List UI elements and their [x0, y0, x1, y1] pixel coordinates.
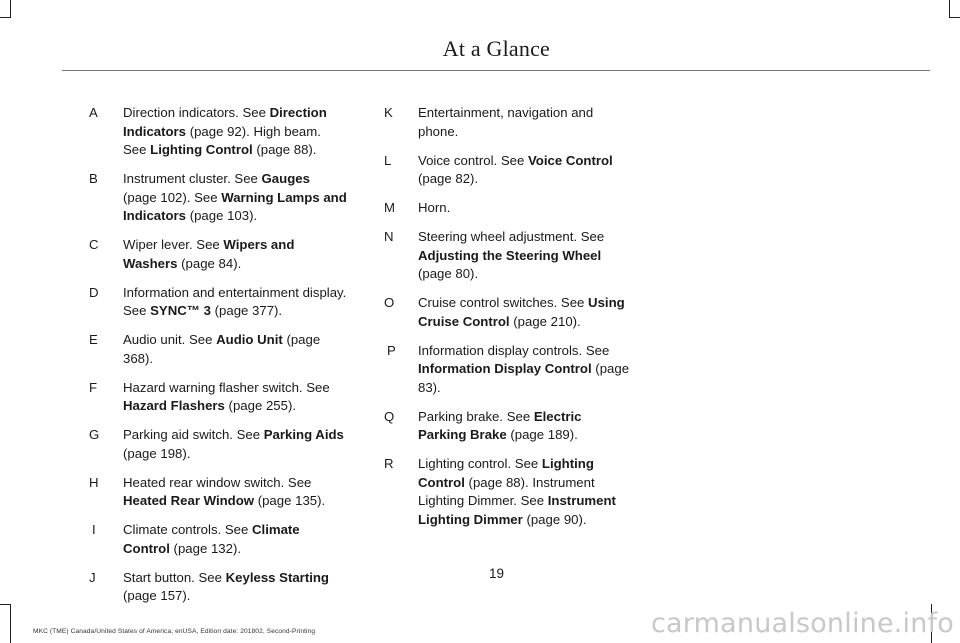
- legend-letter: A: [89, 105, 98, 120]
- description-text: Instrument cluster. See: [123, 171, 262, 186]
- description-text: Cruise control switches. See: [418, 295, 589, 310]
- cross-reference-title: Direction Indicators: [123, 105, 327, 139]
- cross-reference-title: Warning Lamps and Indicators: [123, 189, 347, 223]
- cross-reference-title: Parking Aids: [263, 427, 344, 442]
- legend-entry-k: [380, 104, 632, 141]
- cross-reference-title: Hazard Flashers: [123, 398, 225, 413]
- legend-entry-m: [380, 199, 632, 218]
- legend-letter: I: [92, 522, 96, 537]
- legend-letter: N: [384, 229, 394, 244]
- cross-reference-title: Audio Unit: [216, 332, 283, 347]
- crop-mark-bottom-left-v: [10, 604, 11, 643]
- crop-mark-top-right-h: [949, 17, 960, 18]
- description-text: Information display controls. See: [418, 342, 610, 358]
- legend-description: [123, 331, 347, 368]
- description-text: (page 90).: [522, 511, 587, 527]
- legend-entry-c: [85, 236, 347, 273]
- description-text: (page 210).: [509, 313, 581, 329]
- description-text: Audio unit. See: [123, 332, 217, 347]
- description-text: (page 198).: [123, 445, 191, 461]
- legend-letter: B: [89, 171, 98, 186]
- right-column: [380, 104, 632, 540]
- description-text: (page 132).: [169, 540, 242, 556]
- description-text: Hazard warning flasher switch. See: [123, 379, 330, 395]
- description-text: Parking aid switch. See: [123, 427, 264, 442]
- legend-letter: R: [384, 456, 394, 471]
- legend-letter: Q: [384, 408, 395, 424]
- cross-reference-title: Climate Control: [123, 522, 300, 556]
- description-text: Steering wheel adjustment. See: [418, 229, 605, 244]
- description-text: Lighting control. See: [418, 456, 542, 471]
- cross-reference-title: Gauges: [261, 171, 310, 186]
- legend-entry-g: [85, 426, 347, 463]
- legend-description: [418, 228, 632, 284]
- description-text: Wiper lever. See: [123, 237, 224, 252]
- legend-entry-h: [85, 474, 347, 511]
- legend-description: [418, 199, 632, 218]
- footer-edition-text: MKC (TME) Canada/United States of America, enUSA, Edition date: 201802, Second-Printing: [33, 628, 316, 635]
- description-text: (page 80).: [418, 266, 479, 281]
- description-text: Climate controls. See: [123, 522, 252, 537]
- legend-description: [418, 104, 632, 141]
- description-text: (page 189).: [506, 427, 578, 442]
- legend-letter: D: [89, 284, 99, 300]
- legend-letter: L: [384, 152, 392, 168]
- legend-entry-i: [85, 521, 347, 558]
- legend-letter: F: [89, 379, 98, 395]
- cross-reference-title: Lighting Control: [418, 456, 594, 490]
- description-text: Heated rear window switch. See: [123, 474, 312, 490]
- description-text: Direction indicators. See: [123, 105, 270, 120]
- legend-entry-o: [380, 294, 632, 331]
- description-text: (page 102). See: [123, 189, 222, 205]
- crop-mark-bottom-left-h: [0, 604, 11, 605]
- description-text: (page 88).: [252, 142, 317, 157]
- description-text: (page 92). High beam. See: [123, 123, 321, 157]
- legend-description: [123, 379, 347, 416]
- description-text: (page 82).: [418, 171, 479, 186]
- description-text: (page 368).: [123, 332, 321, 366]
- legend-entry-a: [85, 104, 347, 160]
- left-column: [85, 104, 347, 616]
- legend-letter: G: [89, 427, 100, 442]
- legend-description: [418, 342, 632, 398]
- cross-reference-title: Lighting Control: [150, 142, 253, 157]
- description-text: (page 88). Instrument Lighting Dimmer. See: [418, 474, 595, 508]
- legend-description: [123, 104, 347, 160]
- description-text: (page 83).: [418, 361, 630, 395]
- legend-description: [123, 284, 347, 321]
- description-text: (page 255).: [224, 398, 297, 413]
- legend-description: [123, 170, 347, 226]
- cross-reference-title: Adjusting the Steering Wheel: [418, 247, 602, 263]
- crop-mark-top-left-h: [0, 17, 11, 18]
- cross-reference-title: Wipers and Washers: [123, 237, 295, 271]
- legend-letter: M: [384, 200, 395, 215]
- legend-entry-q: [380, 408, 632, 445]
- legend-description: [418, 408, 632, 445]
- description-text: (page 157).: [123, 588, 191, 603]
- legend-entry-n: [380, 228, 632, 284]
- legend-entry-f: [85, 379, 347, 416]
- legend-letter: J: [89, 569, 96, 585]
- legend-entry-p: [380, 342, 632, 398]
- watermark: carmanualsonline.info: [651, 608, 954, 639]
- description-text: Information and entertainment display. See: [123, 284, 347, 318]
- legend-description: [123, 474, 347, 511]
- cross-reference-title: Electric Parking Brake: [418, 408, 582, 442]
- cross-reference-title: SYNC™ 3: [150, 303, 211, 318]
- description-text: (page 377).: [210, 303, 283, 318]
- legend-description: [418, 294, 632, 331]
- legend-entry-r: [380, 455, 632, 529]
- page-header-title: At a Glance: [442, 36, 550, 61]
- legend-entry-d: [85, 284, 347, 321]
- legend-entry-b: [85, 170, 347, 226]
- description-text: (page 103).: [186, 208, 258, 223]
- description-text: Parking brake. See: [418, 408, 534, 424]
- legend-description: [123, 426, 347, 463]
- legend-letter: H: [89, 474, 99, 490]
- legend-letter: C: [89, 237, 99, 252]
- legend-letter: E: [89, 332, 98, 347]
- cross-reference-title: Information Display Control: [418, 361, 592, 376]
- description-text: Entertainment, navigation and phone.: [418, 105, 594, 139]
- cross-reference-title: Using Cruise Control: [418, 295, 625, 329]
- legend-description: [418, 152, 632, 189]
- cross-reference-title: Heated Rear Window: [123, 493, 255, 508]
- legend-description: [418, 455, 632, 529]
- cross-reference-title: Keyless Starting: [225, 569, 329, 585]
- description-text: (page 135).: [254, 493, 326, 508]
- description-text: Start button. See: [123, 569, 226, 585]
- legend-letter: K: [384, 105, 393, 120]
- description-text: Voice control. See: [418, 152, 528, 168]
- legend-letter: O: [384, 295, 395, 310]
- legend-entry-l: [380, 152, 632, 189]
- cross-reference-title: Instrument Lighting Dimmer: [418, 493, 616, 527]
- legend-description: [123, 521, 347, 558]
- header-divider: [62, 70, 930, 71]
- cross-reference-title: Voice Control: [527, 152, 613, 168]
- crop-mark-top-right-v: [949, 0, 950, 18]
- crop-mark-top-left-v: [10, 0, 11, 18]
- legend-entry-e: [85, 331, 347, 368]
- legend-description: [123, 236, 347, 273]
- description-text: (page 84).: [177, 255, 242, 271]
- description-text: Horn.: [418, 200, 451, 215]
- legend-letter: P: [387, 342, 396, 358]
- page-number: 19: [488, 566, 505, 581]
